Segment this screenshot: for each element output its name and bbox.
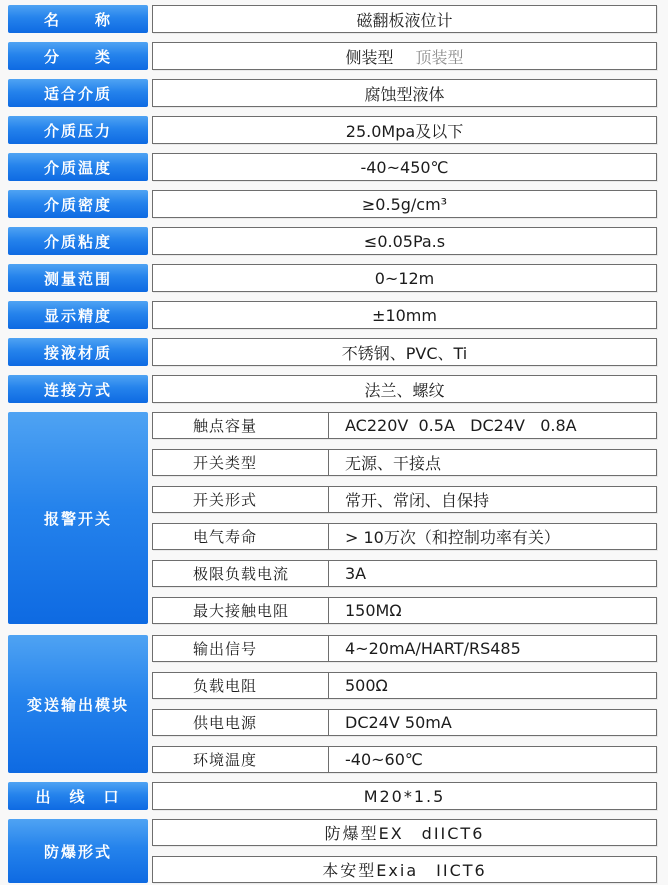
row-value: ≤0.05Pa.s — [152, 227, 657, 255]
row-value: ≥0.5g/cm³ — [152, 190, 657, 218]
row-label: 接液材质 — [8, 338, 148, 366]
row-label: 介质密度 — [8, 190, 148, 218]
spec-row-viscosity — [8, 227, 657, 255]
sub-row — [152, 819, 657, 846]
group-items — [152, 819, 657, 883]
row-label: 名 称 — [8, 5, 148, 33]
sub-label: 开关形式 — [153, 487, 329, 512]
row-value: 法兰、螺纹 — [152, 375, 657, 403]
sub-label: 环境温度 — [153, 747, 329, 772]
sub-label: 极限负载电流 — [153, 561, 329, 586]
sub-label: 供电电源 — [153, 710, 329, 735]
group-items — [152, 635, 657, 773]
group-label: 变送输出模块 — [8, 635, 148, 773]
category-secondary: 顶装型 — [415, 47, 464, 67]
sub-row — [152, 856, 657, 883]
spec-row-cable-outlet — [8, 782, 657, 810]
row-value: 不锈钢、PVC、Ti — [152, 338, 657, 366]
row-label: 出 线 口 — [8, 782, 148, 810]
spec-row-wetted-material — [8, 338, 657, 366]
row-label: 连接方式 — [8, 375, 148, 403]
sub-row — [152, 412, 657, 439]
sub-label: 电气寿命 — [153, 524, 329, 549]
sub-value: 3A — [345, 564, 367, 583]
spec-group-explosion-proof — [8, 819, 657, 883]
group-items — [152, 412, 657, 624]
spec-row-density — [8, 190, 657, 218]
sub-row — [152, 597, 657, 624]
sub-row — [152, 449, 657, 476]
row-value: M20*1.5 — [152, 782, 657, 810]
sub-value: DC24V 50mA — [345, 713, 452, 732]
sub-value: 4~20mA/HART/RS485 — [345, 639, 521, 658]
row-value — [152, 42, 657, 70]
group-label: 防爆形式 — [8, 819, 148, 883]
sub-row — [152, 486, 657, 513]
row-value: 25.0Mpa及以下 — [152, 116, 657, 144]
sub-row — [152, 672, 657, 699]
row-label: 介质粘度 — [8, 227, 148, 255]
sub-value: 无源、干接点 — [345, 454, 442, 473]
group-label: 报警开关 — [8, 412, 148, 624]
spec-row-pressure — [8, 116, 657, 144]
spec-row-name — [8, 5, 657, 33]
sub-label: 负载电阻 — [153, 673, 329, 698]
sub-label: 开关类型 — [153, 450, 329, 475]
sub-row — [152, 523, 657, 550]
sub-value: -40~60℃ — [345, 750, 423, 769]
row-label: 测量范围 — [8, 264, 148, 292]
spec-group-alarm-switch — [8, 412, 657, 624]
spec-row-accuracy — [8, 301, 657, 329]
spec-row-medium — [8, 79, 657, 107]
category-primary: 侧装型 — [345, 47, 394, 67]
row-label: 适合介质 — [8, 79, 148, 107]
sub-label: 输出信号 — [153, 636, 329, 661]
sub-label: 最大接触电阻 — [153, 598, 329, 623]
spec-row-category — [8, 42, 657, 70]
row-value: ±10mm — [152, 301, 657, 329]
sub-value: AC220V 0.5A DC24V 0.8A — [345, 416, 577, 435]
sub-value: 常开、常闭、自保持 — [345, 491, 490, 510]
row-label: 介质压力 — [8, 116, 148, 144]
sub-label: 触点容量 — [153, 413, 329, 438]
sub-row — [152, 635, 657, 662]
row-value: 磁翻板液位计 — [152, 5, 657, 33]
spec-group-transmitter-module — [8, 635, 657, 773]
sub-row — [152, 709, 657, 736]
sub-value: 150MΩ — [345, 601, 402, 620]
row-label: 显示精度 — [8, 301, 148, 329]
sub-value: 500Ω — [345, 676, 388, 695]
row-label: 分 类 — [8, 42, 148, 70]
row-value: -40~450℃ — [152, 153, 657, 181]
spec-row-connection — [8, 375, 657, 403]
spec-row-temperature — [8, 153, 657, 181]
row-label: 介质温度 — [8, 153, 148, 181]
row-value: 0~12m — [152, 264, 657, 292]
sub-value: 本安型Exia IICT6 — [322, 861, 487, 880]
sub-value: 防爆型EX dIICT6 — [324, 824, 485, 843]
sub-row — [152, 560, 657, 587]
spec-row-range — [8, 264, 657, 292]
sub-row — [152, 746, 657, 773]
row-value: 腐蚀型液体 — [152, 79, 657, 107]
sub-value: > 10万次（和控制功率有关） — [345, 528, 560, 547]
